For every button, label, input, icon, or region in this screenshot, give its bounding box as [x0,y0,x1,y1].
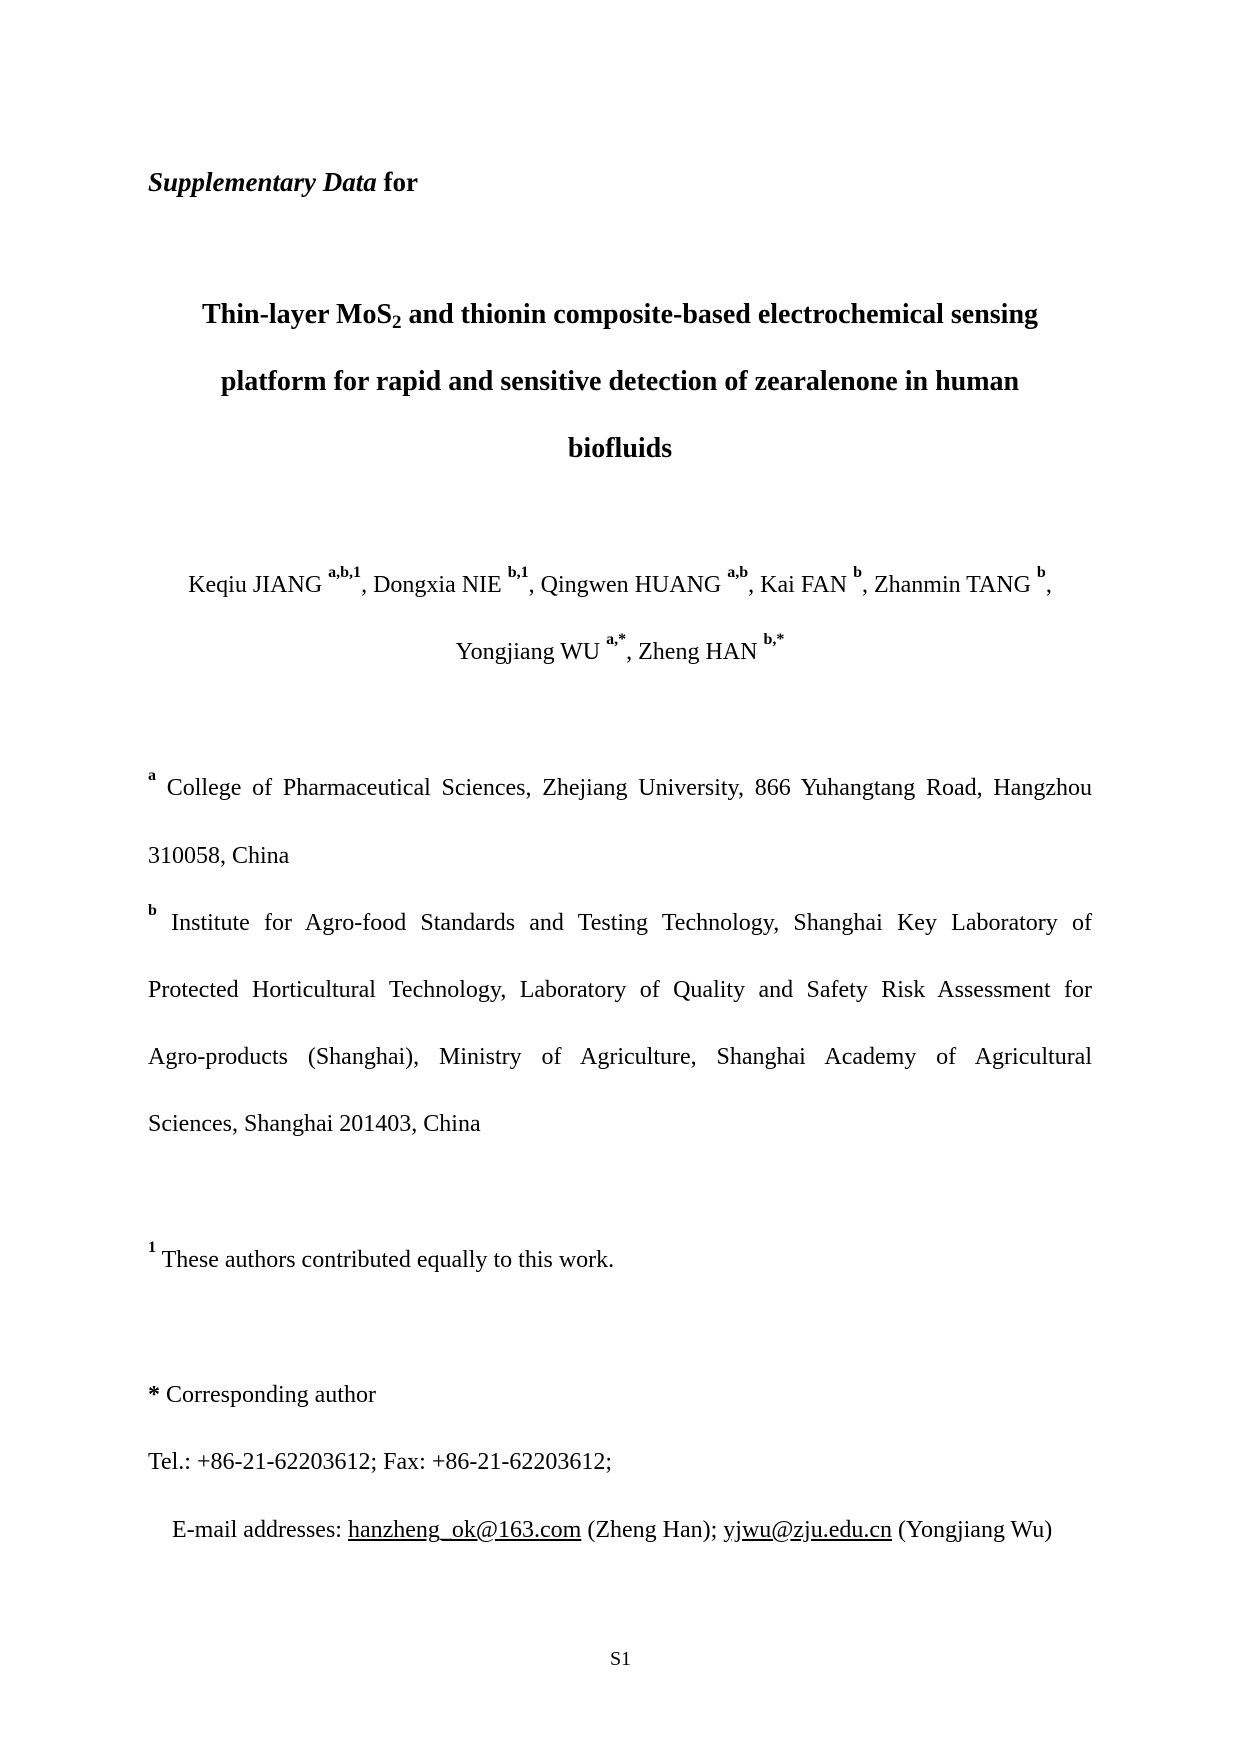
page-number: S1 [609,1648,632,1670]
email-link-han[interactable]: hanzheng_ok@163.com [347,1517,582,1543]
author-affiliation-mark: a,b,1 [328,564,362,581]
corresponding-mark: * [148,1382,160,1408]
title-text-part: Thin-layer MoS [201,299,393,330]
author-name: Dongxia NIE [373,572,502,598]
email-line [172,1514,1116,1546]
author-affiliation-mark: b [1036,564,1046,581]
affiliation-text: Institute for Agro-food Standards and Testing Technology, Shanghai Key Laboratory of [171,910,1092,936]
author-name: Zhanmin TANG [873,572,1031,598]
affiliation-text: College of Pharmaceutical Sciences, Zhejiang University, 866 Yuhangtang Road, Hangzhou [166,775,1092,801]
affiliation-a-line-2: 310058, China [148,843,290,869]
author-list-line-2: Yongjiang WU $^{a,*}$, Zheng HAN $^{b,*}$ [455,631,785,665]
affiliation-b-line-1 [148,902,1092,939]
affiliation-mark: b [148,902,157,919]
tel-fax-line: Tel.: +86-21-62203612; Fax: +86-21-62203612; [148,1449,613,1475]
paper-title-line-1 [140,299,1100,331]
affiliation-b-line-2: Protected Horticultural Technology, Laboratory of Quality and Safety Risk Assessment for [148,977,1092,1003]
author-affiliation-mark: b,1 [507,564,529,581]
author-affiliation-mark: a,b [727,564,749,581]
title-text-part: and thionin composite-based electrochemical sensing [401,299,1039,330]
author-name: Qingwen HUANG [540,572,722,598]
author-affiliation-mark: b [853,564,862,581]
email-owner-han: (Zheng Han); [587,1517,718,1543]
corresponding-text: Corresponding author [166,1382,376,1408]
footnote-text: These authors contributed equally to this work. [161,1247,615,1273]
email-label: E-mail addresses: [172,1517,342,1543]
supplementary-for-label: for [383,167,418,197]
author-affiliation-mark: a,* [606,631,627,648]
footnote-mark: 1 [148,1239,156,1256]
author-name: Yongjiang WU [455,639,601,665]
author-affiliation-mark: b,* [763,631,785,648]
affiliation-mark: a [148,767,156,784]
corresponding-author-note [148,1379,1092,1411]
supplementary-data-label: Supplementary Data [148,167,377,197]
email-link-wu[interactable]: yjwu@zju.edu.cn [723,1517,893,1543]
paper-title-line-2: platform for rapid and sensitive detection of zearalenone in human [220,366,1020,397]
title-subscript: 2 [392,312,402,333]
author-list-line-1: Keqiu JIANG $^{a,b,1}$, Dongxia NIE $^{b,1}$, Qingwen HUANG $^{a,b}$, Kai FAN $^b$, Zhanmin TANG $^b$, [188,564,1052,598]
affiliation-b-line-4: Sciences, Shanghai 201403, China [148,1111,481,1137]
paper-title-line-3: biofluids [567,433,673,464]
supplementary-heading [148,166,418,198]
email-owner-wu: (Yongjiang Wu) [898,1517,1053,1543]
author-name: Keqiu JIANG [188,572,323,598]
affiliation-b-line-3: Agro-products (Shanghai), Ministry of Agriculture, Shanghai Academy of Agricultural [148,1044,1092,1070]
author-name: Kai FAN [760,572,848,598]
author-name: Zheng HAN [638,639,758,665]
affiliation-a-line-1 [148,767,1092,804]
equal-contribution-note [148,1239,1092,1276]
